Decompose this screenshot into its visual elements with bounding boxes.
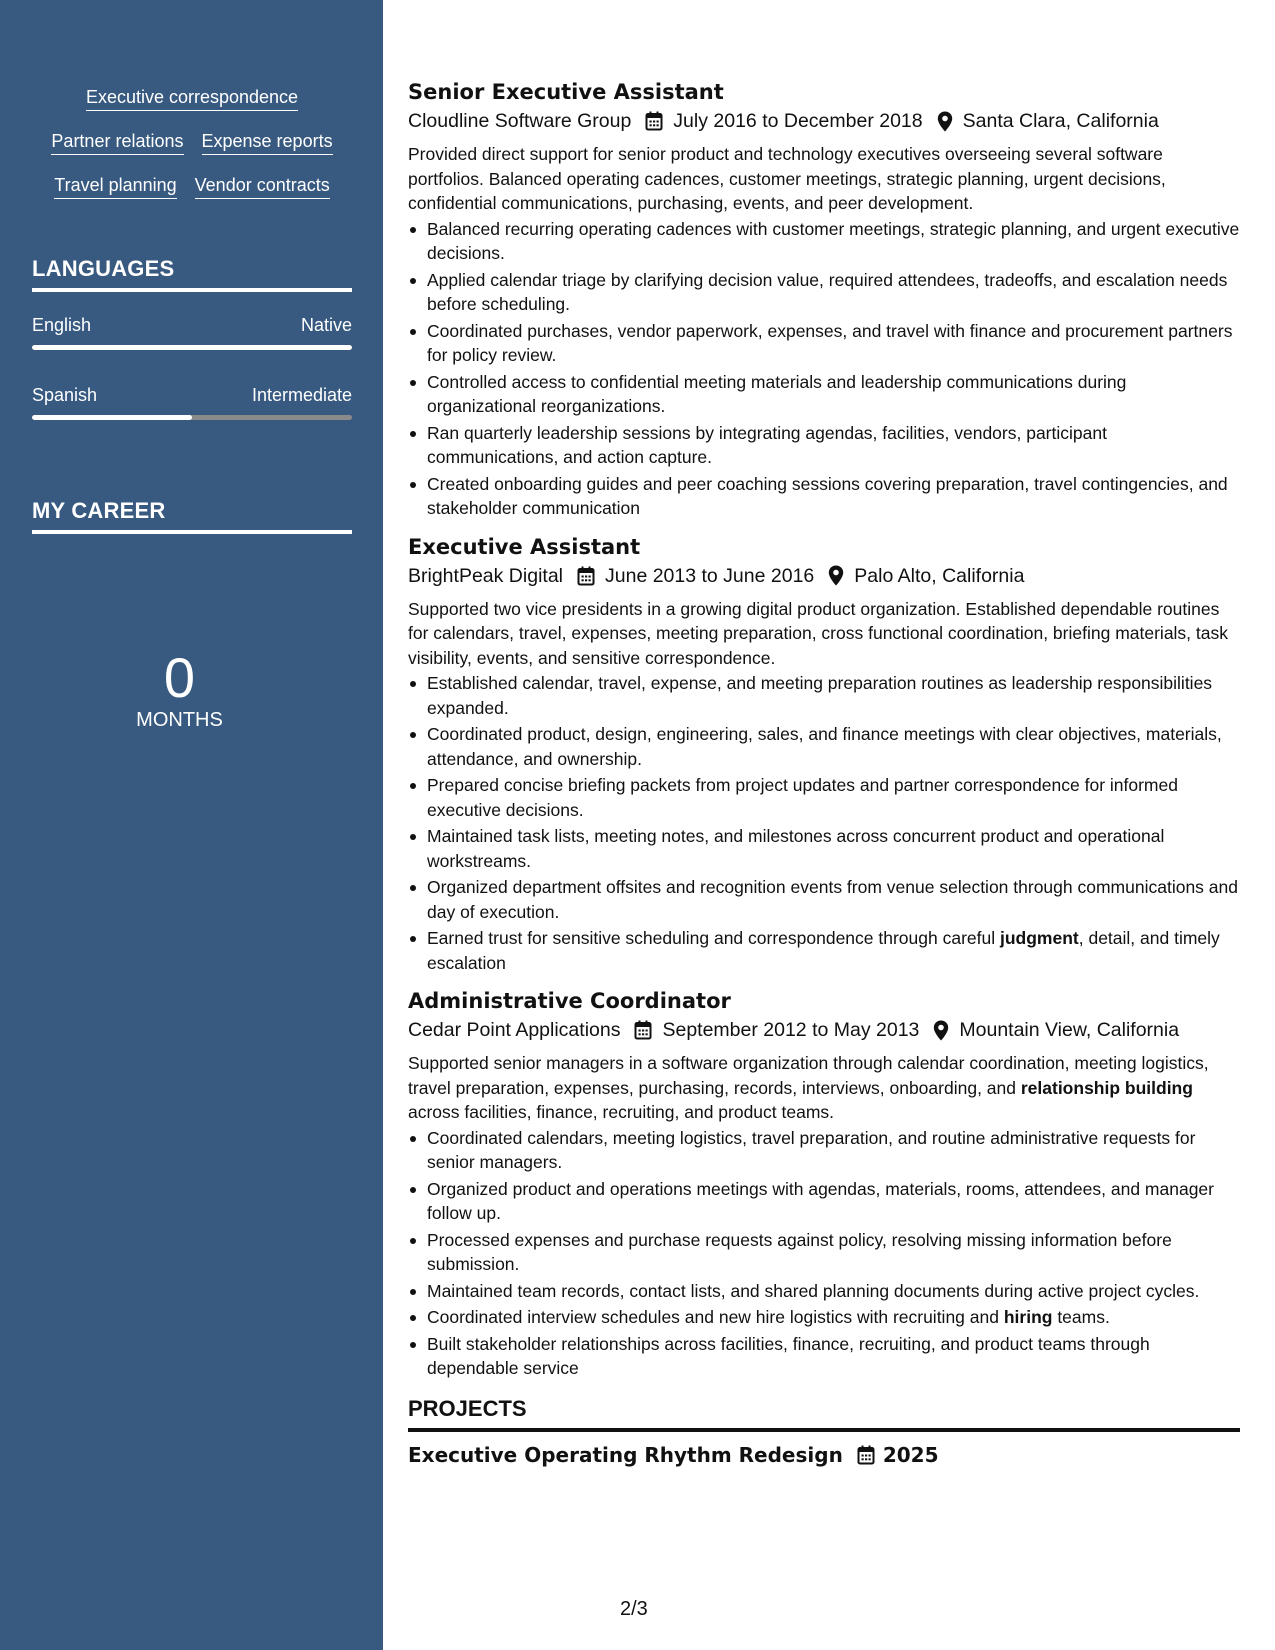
main-content [408,78,1240,1469]
list-item: Balanced recurring operating cadences with customer meetings, strategic planning, and urgent executive decisions. [408,217,1240,266]
skill-chip: Executive correspondence [86,86,298,111]
job-meta [408,107,1240,135]
project-title: Executive Operating Rhythm Redesign [408,1442,843,1467]
job-title: Executive Assistant [408,534,641,559]
bullet-text: Coordinated interview schedules and new hire logistics with recruiting and [427,1307,1004,1327]
list-item: Organized department offsites and recognition events from venue selection through communications and day of execution. [408,875,1240,924]
calendar-icon [645,111,663,131]
career-stat [32,648,327,732]
language-name: English [32,315,92,335]
job-bullets [408,1126,1240,1381]
skill-row [32,130,352,155]
language-proficiency-fill [32,345,352,350]
bullet-text: teams. [1052,1307,1110,1327]
job-entry [408,78,1240,521]
list-item: Coordinated purchases, vendor paperwork, expenses, and travel with finance and procurement partners for policy review. [408,319,1240,368]
job-summary: Provided direct support for senior product and technology executives overseeing several software portfolios. Balanced operating cadences, customer meetings, strategic planning, urgent decisions, confidential communications, purchasing, events, and peer development. [408,144,1166,213]
skill-chip: Expense reports [202,130,333,155]
list-item: Processed expenses and purchase requests against policy, resolving missing information before submission. [408,1228,1240,1277]
list-item [408,1305,1240,1330]
language-name: Spanish [32,385,98,405]
company-name: Cedar Point Applications [408,1019,621,1041]
location-pin-icon [937,111,953,132]
job-dates: September 2012 to May 2013 [662,1019,920,1041]
language-level: Native [300,315,352,335]
language-proficiency-bar [32,345,352,350]
job-title: Senior Executive Assistant [408,80,724,104]
career-heading: MY CAREER [32,498,352,534]
sidebar [0,0,383,1650]
language-item-english [32,314,352,350]
skill-row [32,174,352,199]
list-item: Applied calendar triage by clarifying decision value, required attendees, tradeoffs, and escalation needs before scheduling. [408,268,1240,317]
skill-chip: Partner relations [51,130,183,155]
bullet-keyword: judgment [999,928,1079,948]
list-item: Maintained task lists, meeting notes, and milestones across concurrent product and operational workstreams. [408,824,1240,873]
job-dates: July 2016 to December 2018 [673,110,923,132]
list-item: Coordinated product, design, engineering, sales, and finance meetings with clear objectives, materials, attendance, and ownership. [408,722,1240,771]
language-proficiency-fill [32,415,192,420]
job-bullets [408,217,1240,521]
language-level: Intermediate [251,385,352,405]
list-item [408,926,1240,975]
list-item: Controlled access to confidential meeting materials and leadership communications during organizational reorganizations. [408,370,1240,419]
list-item: Created onboarding guides and peer coaching sessions covering preparation, travel contingencies, and stakeholder communication [408,472,1240,521]
languages-heading: LANGUAGES [32,256,352,292]
bullet-text: , detail, and timely escalation [427,928,1220,973]
job-entry [408,533,1240,976]
language-item-spanish [32,384,352,420]
bullet-keyword: hiring [1003,1307,1053,1327]
job-entry [408,987,1240,1381]
location-pin-icon [933,1020,949,1041]
list-item: Coordinated calendars, meeting logistics, travel preparation, and routine administrative requests for senior managers. [408,1126,1240,1175]
project-item [408,1441,1240,1469]
job-dates: June 2013 to June 2016 [605,564,815,587]
career-unit: MONTHS [136,709,223,731]
list-item: Maintained team records, contact lists, and shared planning documents during active project cycles. [408,1279,1240,1304]
job-location: Mountain View, California [959,1019,1180,1041]
calendar-icon [634,1020,652,1040]
list-item: Built stakeholder relationships across facilities, finance, recruiting, and product teams through dependable service [408,1332,1240,1381]
job-meta [408,562,1240,590]
job-location: Palo Alto, California [854,564,1025,587]
list-item: Ran quarterly leadership sessions by integrating agendas, facilities, vendors, participant communications, and action capture. [408,421,1240,470]
skill-chip: Vendor contracts [195,174,330,199]
skills-list [32,86,352,218]
summary-text: Supported senior managers in a software organization through calendar coordination, meeting logistics, travel preparation, expenses, purchasing, records, interviews, onboarding, and [408,1053,1209,1098]
location-pin-icon [828,565,844,586]
skill-row [32,86,352,111]
job-meta [408,1016,1240,1044]
list-item: Established calendar, travel, expense, and meeting preparation routines as leadership responsibilities expanded. [408,671,1240,720]
page-number: 2/3 [620,1598,648,1620]
job-summary [408,1051,1240,1125]
language-proficiency-bar [32,415,352,420]
job-bullets [408,671,1240,975]
projects-heading: PROJECTS [408,1395,1240,1432]
summary-keyword: relationship building [1020,1077,1193,1098]
skill-chip: Travel planning [54,174,176,199]
list-item: Organized product and operations meetings with agendas, materials, rooms, attendees, and manager follow up. [408,1177,1240,1226]
job-location: Santa Clara, California [962,110,1159,132]
calendar-icon [857,1445,875,1465]
project-year: 2025 [882,1442,939,1467]
list-item: Prepared concise briefing packets from project updates and partner correspondence for informed executive decisions. [408,773,1240,822]
calendar-icon [577,566,595,586]
summary-text: across facilities, finance, recruiting, and product teams. [408,1102,835,1122]
job-title: Administrative Coordinator [408,989,731,1013]
career-value: 0 [163,646,196,709]
bullet-text: Earned trust for sensitive scheduling and correspondence through careful [427,928,1000,948]
company-name: BrightPeak Digital [408,564,563,587]
job-summary: Supported two vice presidents in a growing digital product organization. Established dependable routines for calendars, travel, expenses, meeting preparation, cross functional coordination, briefing materials, task visibility, events, and sensitive correspondence. [408,598,1229,668]
company-name: Cloudline Software Group [408,110,632,132]
